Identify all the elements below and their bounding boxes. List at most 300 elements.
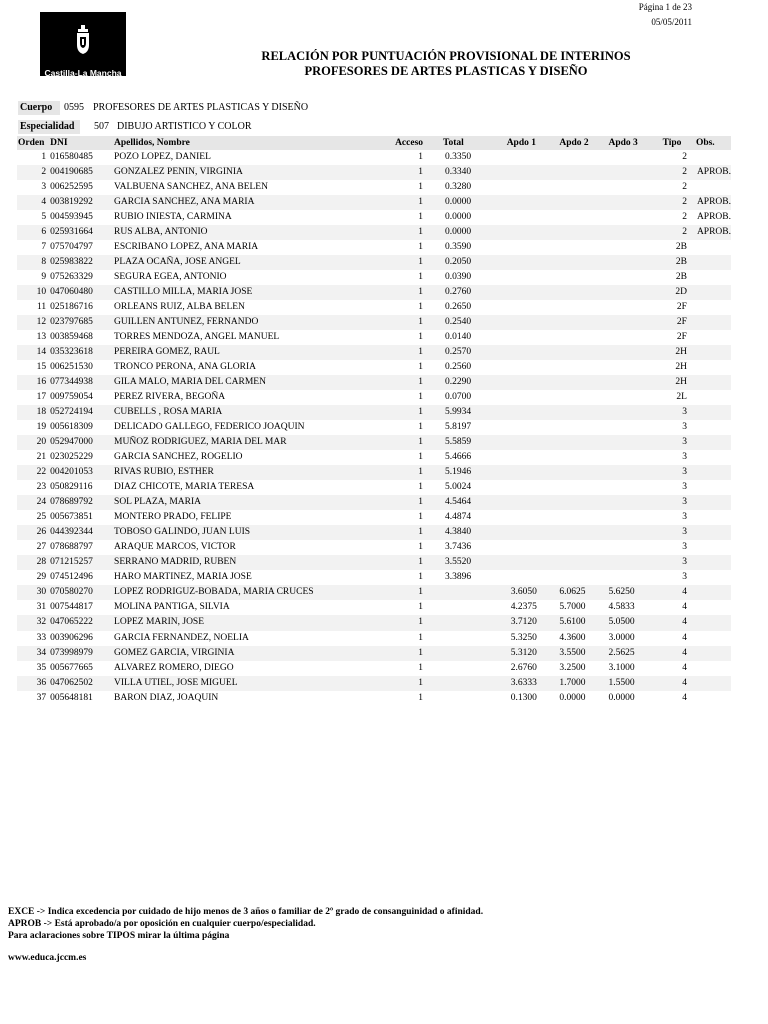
cell-tipo: 2 (682, 212, 687, 223)
cell-apdo2 (559, 435, 608, 450)
cell-dni: 003819292 (50, 195, 114, 210)
cell-apdo1: 3.6050 (501, 585, 560, 600)
cell-obs (693, 420, 731, 435)
cell-apdo2: 4.3600 (559, 632, 586, 643)
table-row (17, 210, 731, 225)
cell-orden: 6 (17, 225, 50, 240)
cell-apdo3 (608, 540, 657, 555)
cell-total: 5.4666 (445, 452, 472, 463)
cell-tipo: 2 (658, 195, 693, 210)
cell-dni: 047065222 (50, 615, 114, 630)
cell-apdo2 (559, 150, 608, 165)
cell-apdo2 (559, 195, 608, 210)
cell-apdo2 (559, 525, 608, 540)
cell-tipo: 2B (675, 242, 687, 253)
cell-obs (693, 465, 731, 480)
cell-acceso: 1 (418, 692, 424, 703)
cell-total: 0.3340 (423, 165, 501, 180)
cell-apdo2 (559, 165, 608, 180)
cell-nombre: ESCRIBANO LOPEZ, ANA MARIA (114, 242, 259, 253)
cell-orden: 21 (36, 452, 47, 463)
cell-tipo: 2 (682, 182, 687, 193)
cell-obs (693, 435, 731, 450)
cell-acceso: 1 (418, 662, 424, 673)
cell-apdo1 (501, 390, 560, 405)
table-body (17, 150, 731, 706)
table-row (17, 255, 731, 270)
cell-obs (693, 691, 731, 706)
cell-dni: 025983822 (50, 255, 114, 270)
table-row (17, 555, 731, 570)
cell-acceso: 1 (395, 585, 423, 600)
table-row (17, 180, 731, 195)
cell-apdo2 (559, 375, 608, 390)
cell-tipo: 2F (676, 332, 687, 343)
cell-total: 0.0140 (445, 332, 472, 343)
table-row (17, 405, 731, 420)
cell-total: 0.2570 (423, 345, 501, 360)
cell-dni: 050829116 (50, 482, 93, 493)
cell-acceso: 1 (395, 315, 423, 330)
cell-total: 0.2050 (423, 255, 501, 270)
table-row (17, 420, 731, 435)
cell-apdo2 (559, 270, 608, 285)
table-row (17, 315, 731, 330)
cell-obs (693, 180, 731, 195)
cell-dni: 003906296 (50, 632, 93, 643)
cell-apdo2 (559, 480, 608, 495)
cell-apdo1: 5.3120 (501, 646, 560, 661)
cell-dni: 070580270 (50, 585, 114, 600)
cell-nombre: RIVAS RUBIO, ESTHER (114, 465, 395, 480)
cell-dni: 025186716 (50, 302, 93, 313)
cuerpo-label: Cuerpo (18, 101, 60, 115)
cell-acceso: 1 (395, 676, 423, 691)
cell-total: 4.4874 (445, 512, 472, 523)
table-row (17, 360, 731, 375)
cell-nombre: ORLEANS RUIZ, ALBA BELEN (114, 302, 245, 313)
cell-tipo: 2B (658, 255, 693, 270)
cell-apdo1 (501, 480, 560, 495)
cell-obs: APROB. (696, 212, 731, 223)
cell-apdo1 (501, 555, 560, 570)
cell-apdo2 (559, 300, 608, 315)
cell-apdo3 (608, 345, 657, 360)
cell-nombre: GOMEZ GARCIA, VIRGINIA (114, 646, 395, 661)
header-apdo2: Apdo 2 (559, 136, 608, 150)
cell-total: 4.3840 (423, 525, 501, 540)
cell-obs (693, 270, 731, 285)
cell-nombre: LOPEZ RODRIGUZ-BOBADA, MARIA CRUCES (114, 585, 395, 600)
cell-apdo1 (501, 495, 560, 510)
cell-tipo: 4 (658, 646, 693, 661)
cell-obs (693, 405, 731, 420)
cell-total: 0.2650 (445, 302, 472, 313)
cell-tipo: 3 (658, 465, 693, 480)
cell-obs (693, 330, 731, 345)
cell-dni: 004593945 (50, 212, 93, 223)
cell-total (423, 661, 501, 676)
table-row (17, 435, 731, 450)
cell-apdo1 (501, 360, 560, 375)
cell-apdo2 (559, 345, 608, 360)
cell-nombre: GONZALEZ PENIN, VIRGINIA (114, 165, 395, 180)
especialidad-label: Especialidad (18, 120, 80, 134)
cell-total: 0.2760 (423, 285, 501, 300)
header-obs: Obs. (693, 136, 731, 150)
cell-nombre: RUBIO INIESTA, CARMINA (114, 212, 232, 223)
cell-apdo3 (608, 525, 657, 540)
note-exce: EXCE -> Indica excedencia por cuidado de hijo menos de 3 años o familiar de 2º grado de consanguinidad o afinidad. (8, 907, 484, 917)
cell-dni: 077344938 (50, 375, 114, 390)
cell-nombre: MUÑOZ RODRIGUEZ, MARIA DEL MAR (114, 435, 395, 450)
cell-apdo3 (608, 405, 657, 420)
cell-nombre: MONTERO PRADO, FELIPE (114, 512, 232, 523)
cell-orden: 35 (36, 662, 47, 673)
website-link[interactable]: www.educa.jccm.es (8, 953, 87, 963)
cell-apdo2 (559, 420, 608, 435)
cell-apdo3 (608, 180, 657, 195)
header-dni: DNI (50, 136, 114, 150)
cell-dni: 047062502 (50, 676, 114, 691)
header-apdo1: Apdo 1 (501, 136, 560, 150)
cell-apdo3 (608, 270, 657, 285)
cell-tipo: 3 (682, 572, 687, 583)
cell-nombre: GUILLEN ANTUNEZ, FERNANDO (114, 315, 395, 330)
cell-apdo2 (559, 450, 608, 465)
table-row (17, 525, 731, 540)
cell-apdo3 (608, 195, 657, 210)
cell-acceso: 1 (418, 452, 424, 463)
cell-apdo1 (501, 450, 560, 465)
cell-apdo3: 1.5500 (608, 676, 657, 691)
cell-total (423, 585, 501, 600)
cell-apdo1 (501, 375, 560, 390)
cell-orden: 4 (17, 195, 50, 210)
cell-apdo3: 5.0500 (608, 615, 657, 630)
cell-nombre: TOBOSO GALINDO, JUAN LUIS (114, 525, 395, 540)
cell-acceso: 1 (395, 555, 423, 570)
cell-nombre: GARCIA SANCHEZ, ANA MARIA (114, 195, 395, 210)
cell-apdo2 (559, 225, 608, 240)
cell-apdo1 (501, 255, 560, 270)
cell-dni: 073998979 (50, 646, 114, 661)
cell-total: 3.7436 (445, 542, 472, 553)
cell-apdo3 (608, 300, 657, 315)
cell-obs: APROB. (693, 225, 731, 240)
cell-total: 5.1946 (423, 465, 501, 480)
cell-acceso: 1 (418, 422, 424, 433)
cell-dni: 047060480 (50, 285, 114, 300)
cell-obs (693, 510, 731, 525)
cell-obs: APROB. (693, 195, 731, 210)
cell-obs (693, 345, 731, 360)
cell-obs (693, 315, 731, 330)
cell-acceso: 1 (418, 482, 424, 493)
cell-apdo3 (608, 285, 657, 300)
cell-total: 0.0390 (445, 272, 472, 283)
table-row (17, 195, 731, 210)
cell-acceso: 1 (418, 302, 424, 313)
cell-apdo2 (559, 285, 608, 300)
cell-tipo: 2B (675, 272, 687, 283)
cell-apdo1 (501, 330, 560, 345)
page-number: Página 1 de 23 (638, 2, 692, 12)
cell-orden: 36 (17, 676, 50, 691)
cell-nombre: GARCIA FERNANDEZ, NOELIA (114, 632, 249, 643)
cell-apdo2 (559, 390, 608, 405)
cell-orden: 29 (36, 572, 47, 583)
candidates-table (17, 136, 731, 706)
header-tipo: Tipo (658, 136, 693, 150)
cell-dni: 023797685 (50, 315, 114, 330)
cell-apdo1 (501, 210, 560, 225)
cell-apdo3: 5.6250 (608, 585, 657, 600)
logo (40, 12, 126, 76)
cell-acceso: 1 (395, 615, 423, 630)
cell-orden: 30 (17, 585, 50, 600)
cell-apdo1 (501, 570, 560, 585)
table-row (17, 510, 731, 525)
cell-nombre: ALVAREZ ROMERO, DIEGO (114, 662, 234, 673)
cell-apdo1 (501, 345, 560, 360)
cell-tipo: 4 (682, 632, 687, 643)
cell-orden: 34 (17, 646, 50, 661)
cell-total: 0.0000 (423, 195, 501, 210)
cell-acceso: 1 (418, 332, 424, 343)
cell-apdo1 (501, 525, 560, 540)
cell-apdo2 (559, 495, 608, 510)
cell-dni: 004190685 (50, 165, 114, 180)
cell-apdo2 (559, 330, 608, 345)
cell-apdo3 (608, 450, 657, 465)
cell-apdo2 (559, 570, 608, 585)
cell-apdo1: 0.1300 (510, 692, 537, 703)
note-tipos: Para aclaraciones sobre TIPOS mirar la última página (8, 931, 230, 941)
cell-apdo3 (608, 240, 657, 255)
cell-dni: 005648181 (50, 692, 93, 703)
cell-acceso: 1 (418, 392, 424, 403)
cell-acceso: 1 (418, 212, 424, 223)
especialidad-row (18, 120, 731, 134)
cell-apdo2: 3.2500 (559, 662, 586, 673)
cell-dni: 052724194 (50, 405, 114, 420)
cell-apdo3 (608, 315, 657, 330)
cell-orden: 37 (36, 692, 47, 703)
cell-apdo3 (608, 225, 657, 240)
cell-orden: 9 (41, 272, 47, 283)
cell-obs (693, 495, 731, 510)
cell-acceso: 1 (395, 345, 423, 360)
cell-obs (693, 646, 731, 661)
cell-tipo: 4 (682, 692, 687, 703)
cell-dni: 004201053 (50, 465, 114, 480)
table-row (17, 285, 731, 300)
cell-acceso: 1 (395, 375, 423, 390)
cell-nombre: TRONCO PERONA, ANA GLORIA (114, 362, 257, 373)
cell-apdo2: 3.5500 (559, 646, 608, 661)
cell-nombre: LOPEZ MARIN, JOSE (114, 615, 395, 630)
cell-obs (693, 555, 731, 570)
cell-nombre: SERRANO MADRID, RUBEN (114, 555, 395, 570)
cell-nombre: TORRES MENDOZA, ANGEL MANUEL (114, 332, 280, 343)
cell-apdo3 (608, 390, 657, 405)
cell-apdo3 (608, 150, 657, 165)
cell-nombre: PLAZA OCAÑA, JOSE ANGEL (114, 255, 395, 270)
cell-dni: 074512496 (50, 572, 93, 583)
cell-tipo: 2L (676, 392, 687, 403)
cell-apdo3 (608, 360, 657, 375)
cell-acceso: 1 (395, 465, 423, 480)
cell-orden: 19 (36, 422, 47, 433)
cell-tipo: 3 (658, 405, 693, 420)
cell-dni: 035323618 (50, 345, 114, 360)
cell-nombre: CUBELLS , ROSA MARIA (114, 405, 395, 420)
table-row (17, 540, 731, 555)
cell-acceso: 1 (418, 182, 424, 193)
cell-apdo3 (608, 210, 657, 225)
cell-total (423, 631, 501, 646)
table-row (17, 150, 731, 165)
cell-apdo3 (608, 480, 657, 495)
cell-acceso: 1 (418, 542, 424, 553)
cell-nombre: CASTILLO MILLA, MARIA JOSE (114, 285, 395, 300)
cell-total (423, 615, 501, 630)
cell-apdo1 (501, 315, 560, 330)
cell-apdo2 (559, 540, 608, 555)
cell-dni: 044392344 (50, 525, 114, 540)
cell-acceso: 1 (395, 285, 423, 300)
cell-acceso: 1 (418, 362, 424, 373)
cell-nombre: SEGURA EGEA, ANTONIO (114, 272, 227, 283)
cell-acceso: 1 (395, 165, 423, 180)
crest-icon (76, 25, 90, 55)
cell-apdo2 (559, 360, 608, 375)
cell-orden: 15 (36, 362, 47, 373)
cell-apdo2 (559, 510, 608, 525)
table-row (17, 646, 731, 661)
cell-apdo1: 2.6760 (510, 662, 537, 673)
table-row (17, 225, 731, 240)
table-row (17, 330, 731, 345)
cell-tipo: 2 (658, 225, 693, 240)
cell-nombre: GARCIA SANCHEZ, ROGELIO (114, 452, 243, 463)
cell-apdo2 (559, 465, 608, 480)
cell-orden: 24 (17, 495, 50, 510)
cell-tipo: 3 (682, 512, 687, 523)
especialidad-code: 507 (94, 121, 109, 132)
table-row (17, 585, 731, 600)
cell-apdo3: 0.0000 (608, 692, 635, 703)
cell-acceso: 1 (418, 512, 424, 523)
cell-orden: 26 (17, 525, 50, 540)
cell-nombre: VALBUENA SANCHEZ, ANA BELEN (114, 182, 268, 193)
cell-total: 5.9934 (423, 405, 501, 420)
cell-orden: 12 (17, 315, 50, 330)
table-row (17, 375, 731, 390)
logo-text: Castilla-La Mancha (44, 68, 122, 78)
cell-apdo3 (608, 420, 657, 435)
cell-dni: 016580485 (50, 152, 93, 162)
cell-orden: 5 (41, 212, 47, 223)
table-row (17, 165, 731, 180)
cell-tipo: 3 (682, 422, 687, 433)
especialidad-name: DIBUJO ARTISTICO Y COLOR (117, 121, 252, 132)
cell-dni: 007544817 (50, 602, 93, 613)
cell-orden: 17 (36, 392, 47, 403)
table-row (17, 240, 731, 255)
cell-nombre: MOLINA PANTIGA, SILVIA (114, 602, 230, 613)
cell-dni: 006252595 (50, 182, 93, 193)
cell-apdo2 (559, 210, 608, 225)
header-acceso: Acceso (395, 138, 424, 148)
cell-apdo3 (608, 465, 657, 480)
cell-acceso: 1 (395, 195, 423, 210)
cell-nombre: BARON DIAZ, JOAQUIN (114, 692, 219, 703)
cell-tipo: 2H (658, 375, 693, 390)
cell-orden: 31 (36, 602, 47, 613)
cell-obs (693, 676, 731, 691)
cell-dni: 023025229 (50, 452, 93, 463)
cuerpo-code: 0595 (64, 102, 84, 113)
cell-nombre: HARO MARTINEZ, MARIA JOSE (114, 572, 252, 583)
cell-obs (693, 450, 731, 465)
cell-orden: 11 (36, 302, 47, 313)
cell-apdo1 (501, 540, 560, 555)
cell-tipo: 4 (682, 602, 687, 613)
cell-nombre: GILA MALO, MARIA DEL CARMEN (114, 375, 395, 390)
cell-obs (693, 570, 731, 585)
cell-apdo1: 3.7120 (501, 615, 560, 630)
cell-orden: 18 (17, 405, 50, 420)
cell-dni: 075263329 (50, 272, 93, 283)
cell-apdo3 (608, 435, 657, 450)
table-row (17, 631, 731, 646)
header-nombre: Apellidos, Nombre (114, 136, 395, 150)
cell-acceso: 1 (418, 572, 424, 583)
cell-apdo3 (608, 255, 657, 270)
cell-obs (693, 525, 731, 540)
cell-orden: 3 (41, 182, 47, 193)
cell-apdo2: 1.7000 (559, 676, 608, 691)
cell-nombre: ARAQUE MARCOS, VICTOR (114, 542, 236, 553)
cell-total: 5.0024 (445, 482, 472, 493)
cell-dni: 005673851 (50, 512, 93, 523)
cell-obs (693, 585, 731, 600)
cell-orden: 14 (17, 345, 50, 360)
cell-apdo3: 2.5625 (608, 646, 657, 661)
table-row (17, 661, 731, 676)
cell-apdo3: 4.5833 (608, 602, 635, 613)
cell-dni: 003859468 (50, 332, 93, 343)
cell-apdo1: 3.6333 (501, 676, 560, 691)
cell-apdo3: 3.0000 (608, 632, 635, 643)
cell-total (423, 676, 501, 691)
cell-total: 0.0000 (445, 212, 472, 223)
cell-total (423, 600, 501, 615)
cell-apdo2 (559, 555, 608, 570)
cell-acceso: 1 (418, 602, 424, 613)
cell-orden: 13 (36, 332, 47, 343)
cell-tipo: 4 (682, 662, 687, 673)
cell-apdo3 (608, 165, 657, 180)
cell-apdo1 (501, 300, 560, 315)
cell-obs (693, 540, 731, 555)
cell-total: 0.3350 (445, 152, 472, 162)
table-header-row (17, 136, 731, 150)
cell-apdo1 (501, 195, 560, 210)
cell-tipo: 3 (682, 482, 687, 493)
